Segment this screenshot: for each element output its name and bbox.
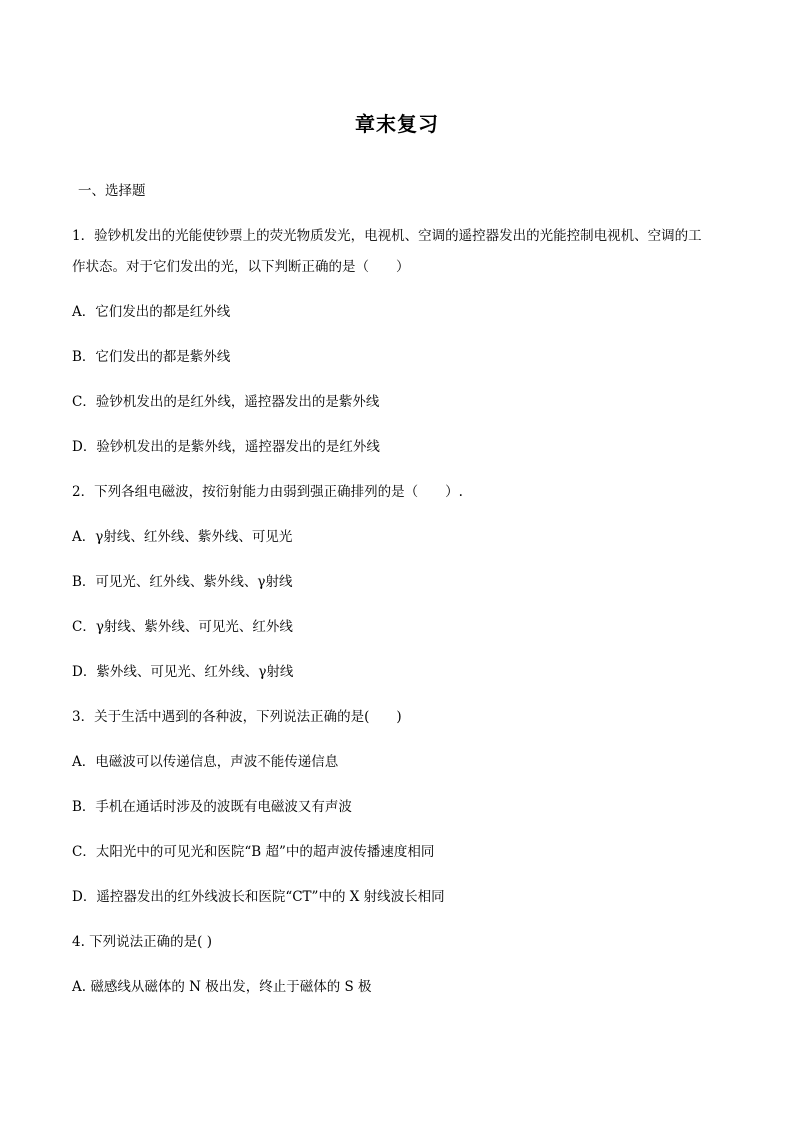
question-1-option-d: D．验钞机发出的是紫外线，遥控器发出的是红外线 (72, 439, 380, 455)
question-2-option-b: B．可见光、红外线、紫外线、γ射线 (72, 574, 293, 590)
question-4-option-a: A. 磁感线从磁体的 N 极出发，终止于磁体的 S 极 (72, 979, 372, 995)
question-1-stem-line-1: 1．验钞机发出的光能使钞票上的荧光物质发光，电视机、空调的遥控器发出的光能控制电视机、空调的工 (72, 228, 702, 244)
section-heading: 一、选择题 (78, 183, 146, 199)
question-2-stem: 2．下列各组电磁波，按衍射能力由弱到强正确排列的是（ ）. (72, 484, 463, 500)
question-2-option-a: A．γ射线、红外线、紫外线、可见光 (72, 529, 293, 545)
question-1-option-c: C．验钞机发出的是红外线，遥控器发出的是紫外线 (72, 394, 380, 410)
page-title: 章末复习 (355, 112, 439, 136)
question-3-option-a: A．电磁波可以传递信息，声波不能传递信息 (72, 754, 339, 770)
question-4-stem: 4. 下列说法正确的是( ) (72, 934, 212, 950)
question-3-stem: 3．关于生活中遇到的各种波，下列说法正确的是( ) (72, 709, 402, 725)
question-2-option-c: C．γ射线、紫外线、可见光、红外线 (72, 619, 293, 635)
question-1-option-b: B．它们发出的都是紫外线 (72, 349, 231, 365)
question-3-option-d: D．遥控器发出的红外线波长和医院“CT”中的 X 射线波长相同 (72, 889, 445, 905)
question-1-option-a: A．它们发出的都是红外线 (72, 304, 231, 320)
question-2-option-d: D．紫外线、可见光、红外线、γ射线 (72, 664, 294, 680)
question-3-option-c: C．太阳光中的可见光和医院“B 超”中的超声波传播速度相同 (72, 844, 435, 860)
question-1-stem-line-2: 作状态。对于它们发出的光，以下判断正确的是（ ） (72, 259, 410, 275)
question-3-option-b: B．手机在通话时涉及的波既有电磁波又有声波 (72, 799, 352, 815)
